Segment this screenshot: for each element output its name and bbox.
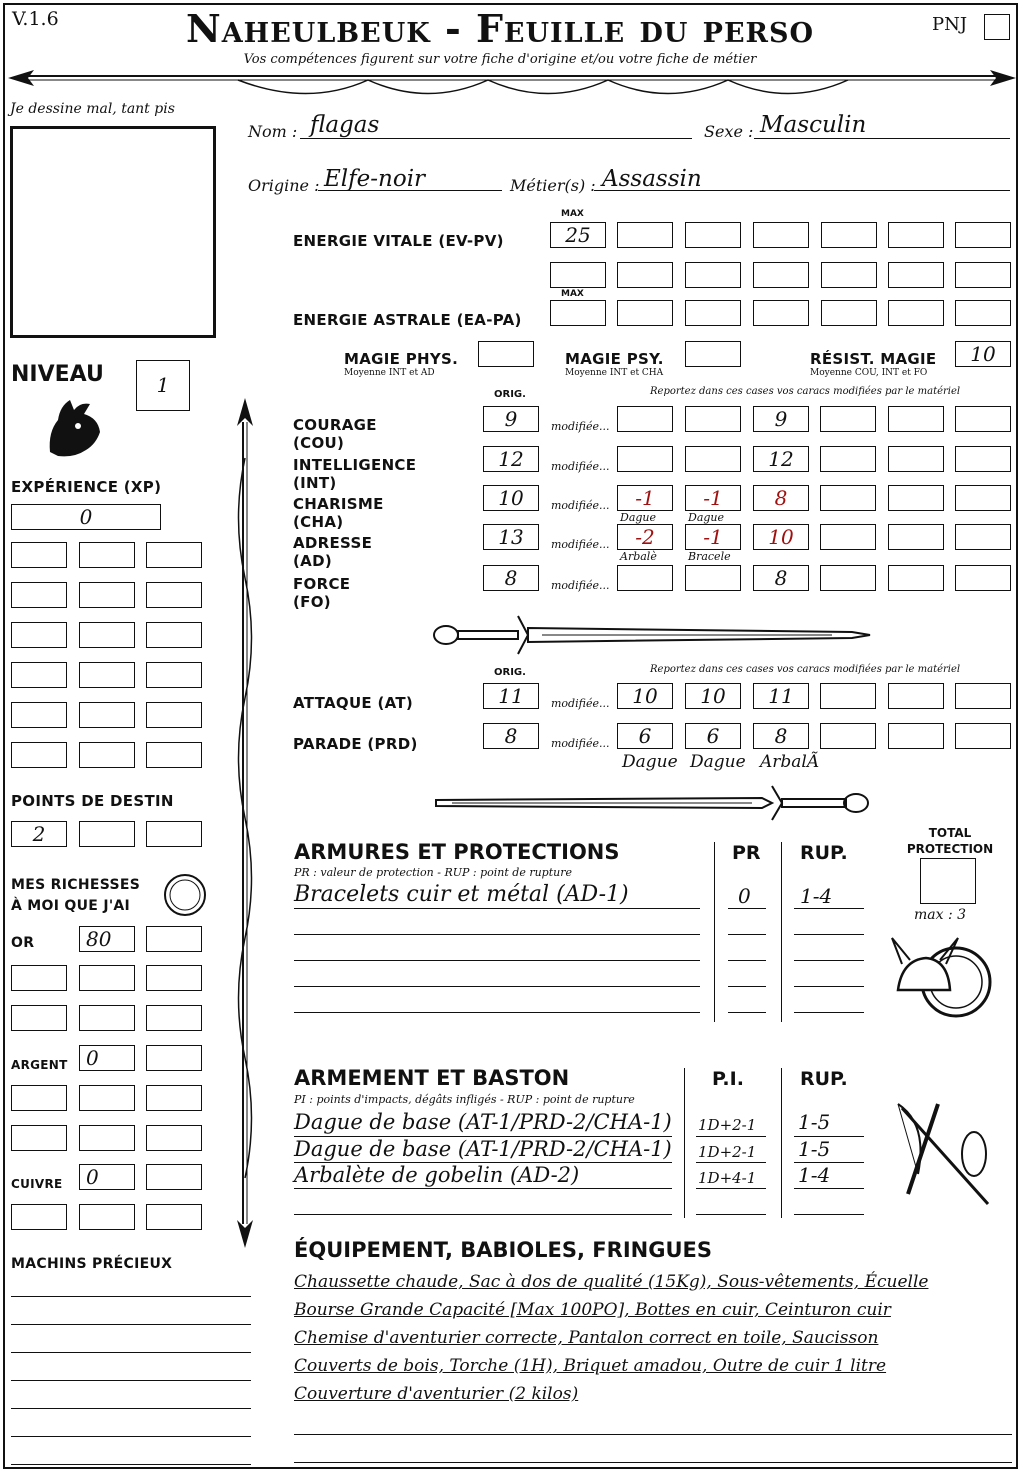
armures-sub: PR : valeur de protection - RUP : point de rupture xyxy=(294,866,572,879)
magie-psy-sub: Moyenne INT et CHA xyxy=(565,368,664,378)
metier-value[interactable]: Assassin xyxy=(602,166,702,192)
pnj-checkbox[interactable] xyxy=(984,14,1010,40)
ev-box[interactable] xyxy=(685,222,741,248)
armure-rup[interactable]: 1-4 xyxy=(800,884,833,908)
precieux-line[interactable] xyxy=(11,1352,251,1353)
carac-mod-note: Dague xyxy=(620,511,657,524)
origine-label: Origine : xyxy=(248,176,320,195)
ev-box[interactable] xyxy=(888,262,944,288)
xp-cell[interactable] xyxy=(79,742,135,768)
equipement-line[interactable]: Couverts de bois, Torche (1H), Briquet amadou, Outre de cuir 1 litre xyxy=(294,1356,887,1376)
precieux-label: MACHINS PRÉCIEUX xyxy=(11,1256,173,1272)
xp-cell[interactable] xyxy=(146,582,202,608)
sexe-value[interactable]: Masculin xyxy=(760,112,867,138)
cuivre-box[interactable] xyxy=(11,1204,67,1230)
armure-pr[interactable]: 0 xyxy=(738,884,751,908)
destin-box[interactable] xyxy=(146,821,202,847)
combat-orig-label: ORIG. xyxy=(494,667,526,678)
parade-mod-box[interactable] xyxy=(955,723,1011,749)
equipement-title: ÉQUIPEMENT, BABIOLES, FRINGUES xyxy=(294,1238,712,1262)
or-box[interactable] xyxy=(146,965,202,991)
carac-mod-box[interactable] xyxy=(685,446,741,472)
carac-mod-box[interactable] xyxy=(617,565,673,591)
ea-max-box[interactable] xyxy=(550,300,606,326)
equipement-line[interactable]: Bourse Grande Capacité [Max 100PO], Bottes en cuir, Ceinturon cuir xyxy=(294,1300,891,1320)
ev-box[interactable] xyxy=(821,222,877,248)
armure-pr-line[interactable] xyxy=(728,934,766,935)
dragon-icon xyxy=(40,392,106,462)
xp-cell[interactable] xyxy=(11,702,67,728)
carac-mod-box[interactable] xyxy=(820,485,876,511)
xp-cell[interactable] xyxy=(146,742,202,768)
resist-magie-box[interactable]: 10 xyxy=(955,341,1011,367)
or-box[interactable] xyxy=(79,1005,135,1031)
parade-orig-box[interactable]: 8 xyxy=(483,723,539,749)
xp-cell[interactable] xyxy=(146,542,202,568)
armure-pr-line[interactable] xyxy=(728,960,766,961)
armement-rup-header: RUP. xyxy=(800,1068,848,1090)
ea-box[interactable] xyxy=(955,300,1011,326)
portrait-box[interactable] xyxy=(10,126,216,338)
ea-label: ENERGIE ASTRALE (EA-PA) xyxy=(293,311,522,329)
xp-cell[interactable] xyxy=(11,582,67,608)
parade-mod-box[interactable] xyxy=(888,723,944,749)
page-title: Naheulbeuk - Feuille du perso xyxy=(186,6,814,51)
armement-pi-header: P.I. xyxy=(712,1068,744,1090)
precieux-line[interactable] xyxy=(11,1324,251,1325)
armure-pr-line[interactable] xyxy=(728,908,766,909)
richesses-label-1: MES RICHESSES xyxy=(11,877,141,893)
argent-box[interactable] xyxy=(79,1125,135,1151)
carac-mod-box[interactable] xyxy=(888,485,944,511)
ev-box[interactable] xyxy=(955,222,1011,248)
magie-psy-label: MAGIE PSY. xyxy=(565,350,664,368)
portrait-caption: Je dessine mal, tant pis xyxy=(10,101,175,117)
carac-label: CHARISME (CHA) xyxy=(293,495,384,531)
pnj-label: PNJ xyxy=(932,14,968,35)
carac-orig-box[interactable]: 9 xyxy=(483,406,539,432)
sword-icon xyxy=(432,612,872,658)
carac-mod-box[interactable] xyxy=(888,524,944,550)
ea-box[interactable] xyxy=(753,300,809,326)
precieux-line[interactable] xyxy=(11,1408,251,1409)
carac-mod-box[interactable] xyxy=(955,524,1011,550)
carac-mod-box[interactable]: -1 xyxy=(685,524,741,550)
resist-magie-sub: Moyenne COU, INT et FO xyxy=(810,368,928,378)
argent-box[interactable] xyxy=(146,1045,202,1071)
or-label: OR xyxy=(11,935,35,951)
weapon-note: Dague xyxy=(690,752,746,772)
xp-label: EXPÉRIENCE (XP) xyxy=(11,478,162,496)
armure-rup-line[interactable] xyxy=(794,934,864,935)
arme-rup[interactable]: 1-4 xyxy=(798,1163,831,1187)
armure-rup-line[interactable] xyxy=(794,1012,864,1013)
cuivre-label: CUIVRE xyxy=(11,1177,63,1191)
carac-mod-box[interactable] xyxy=(820,565,876,591)
carac-label: FORCE (FO) xyxy=(293,575,351,611)
richesses-label-2: À MOI QUE J'AI xyxy=(11,898,131,914)
arme-rup-line[interactable] xyxy=(794,1188,864,1189)
carac-mod-box[interactable] xyxy=(820,406,876,432)
carac-mod-box[interactable]: 12 xyxy=(753,446,809,472)
parade-mod-box[interactable]: 6 xyxy=(617,723,673,749)
xp-cell[interactable] xyxy=(146,702,202,728)
arme-pi-line[interactable] xyxy=(696,1162,766,1163)
arme-rup[interactable]: 1-5 xyxy=(798,1110,831,1134)
resist-magie-label: RÉSIST. MAGIE xyxy=(810,350,937,368)
armure-line[interactable] xyxy=(294,934,700,935)
carac-mod-box[interactable] xyxy=(955,446,1011,472)
ev-box[interactable] xyxy=(550,262,606,288)
destin-box[interactable] xyxy=(79,821,135,847)
armure-line[interactable] xyxy=(294,908,700,909)
ev-box[interactable] xyxy=(617,222,673,248)
armure-rup-line[interactable] xyxy=(794,908,864,909)
armement-divider xyxy=(684,1068,685,1218)
equipement-line[interactable]: Chaussette chaude, Sac à dos de qualité (15Kg), Sous-vêtements, Écuelle xyxy=(294,1272,929,1292)
arme-pi-line[interactable] xyxy=(696,1188,766,1189)
carac-mod-box[interactable] xyxy=(617,446,673,472)
ea-box[interactable] xyxy=(888,300,944,326)
carac-label: ADRESSE (AD) xyxy=(293,534,373,570)
xp-cell[interactable] xyxy=(11,742,67,768)
armures-divider xyxy=(781,842,782,1022)
xp-cell[interactable] xyxy=(146,662,202,688)
total-protection-label-1: TOTAL xyxy=(928,826,972,840)
destin-box[interactable]: 2 xyxy=(11,821,67,847)
xp-cell[interactable] xyxy=(11,622,67,648)
or-box[interactable] xyxy=(146,1005,202,1031)
carac-mod-box[interactable] xyxy=(955,485,1011,511)
argent-box[interactable] xyxy=(11,1085,67,1111)
or-box[interactable] xyxy=(146,926,202,952)
or-box[interactable] xyxy=(79,965,135,991)
weapon-note: ArbalÃ xyxy=(760,752,820,772)
carac-mod-box[interactable] xyxy=(888,565,944,591)
argent-box[interactable] xyxy=(146,1125,202,1151)
equipement-line[interactable]: Chemise d'aventurier correcte, Pantalon correct en toile, Saucisson xyxy=(294,1328,879,1348)
carac-mod-box[interactable] xyxy=(685,406,741,432)
total-protection-label-2: PROTECTION xyxy=(906,842,994,856)
equipement-line[interactable]: Couverture d'aventurier (2 kilos) xyxy=(294,1384,579,1404)
xp-cell[interactable] xyxy=(79,662,135,688)
arme-pi-line[interactable] xyxy=(696,1136,766,1137)
ev-label: ENERGIE VITALE (EV-PV) xyxy=(293,232,504,250)
magie-phys-sub: Moyenne INT et AD xyxy=(344,368,435,378)
carac-mod-box[interactable] xyxy=(888,406,944,432)
carac-modifie: modifiée... xyxy=(551,460,610,473)
xp-cell[interactable] xyxy=(146,622,202,648)
carac-mod-box[interactable] xyxy=(955,565,1011,591)
carac-modifie: modifiée... xyxy=(551,499,610,512)
carac-mod-box[interactable] xyxy=(955,406,1011,432)
arme-rup-line[interactable] xyxy=(794,1136,864,1137)
arme-line[interactable] xyxy=(294,1162,672,1163)
carac-modifie: modifiée... xyxy=(551,420,610,433)
precieux-line[interactable] xyxy=(11,1464,251,1465)
ev-box[interactable] xyxy=(753,262,809,288)
armure-rup-line[interactable] xyxy=(794,960,864,961)
armures-title: ARMURES ET PROTECTIONS xyxy=(294,840,620,864)
total-protection-box[interactable] xyxy=(920,858,976,904)
attaque-orig-box[interactable]: 11 xyxy=(483,683,539,709)
ea-box[interactable] xyxy=(685,300,741,326)
arme-rup-line[interactable] xyxy=(794,1214,864,1215)
destin-label: POINTS DE DESTIN xyxy=(11,792,174,810)
magie-phys-label: MAGIE PHYS. xyxy=(344,350,459,368)
carac-orig-box[interactable]: 8 xyxy=(483,565,539,591)
carac-mod-note: Arbalè xyxy=(620,550,657,563)
carac-orig-box[interactable]: 13 xyxy=(483,524,539,550)
carac-modifie: modifiée... xyxy=(551,538,610,551)
carac-mod-box[interactable]: -2 xyxy=(617,524,673,550)
weapons-icon xyxy=(888,1094,1000,1212)
arme-name[interactable]: Dague de base (AT-1/PRD-2/CHA-1) xyxy=(294,1110,672,1134)
armure-line[interactable] xyxy=(294,1012,700,1013)
niveau-label: NIVEAU xyxy=(11,362,104,387)
ev-box[interactable] xyxy=(753,222,809,248)
arme-line[interactable] xyxy=(294,1136,672,1137)
argent-box[interactable] xyxy=(146,1085,202,1111)
attaque-label: ATTAQUE (AT) xyxy=(293,694,414,712)
ea-max-label: MAX xyxy=(561,289,584,299)
parade-modifie: modifiée... xyxy=(551,737,610,750)
xp-cell[interactable] xyxy=(79,622,135,648)
attaque-mod-box[interactable]: 11 xyxy=(753,683,809,709)
carac-mod-box[interactable]: 9 xyxy=(753,406,809,432)
xp-cell[interactable] xyxy=(11,662,67,688)
ev-box[interactable] xyxy=(617,262,673,288)
xp-box[interactable]: 0 xyxy=(11,504,161,530)
arme-pi-line[interactable] xyxy=(696,1214,766,1215)
carac-mod-box[interactable] xyxy=(617,406,673,432)
armure-line[interactable] xyxy=(294,986,700,987)
spear-vertical-divider xyxy=(228,398,262,1248)
weapon-note: Dague xyxy=(622,752,678,772)
carac-mod-box[interactable] xyxy=(888,446,944,472)
parade-mod-box[interactable]: 6 xyxy=(685,723,741,749)
arme-line[interactable] xyxy=(294,1214,672,1215)
precieux-line[interactable] xyxy=(11,1296,251,1297)
ev-box[interactable] xyxy=(955,262,1011,288)
combat-report-note: Reportez dans ces cases vos caracs modifiées par le matériel xyxy=(650,664,961,675)
magie-phys-box[interactable] xyxy=(478,341,534,367)
armures-divider xyxy=(714,842,715,1022)
cuivre-box[interactable]: 0 xyxy=(79,1164,135,1190)
nom-label: Nom : xyxy=(248,122,298,141)
parade-mod-box[interactable] xyxy=(820,723,876,749)
carac-mod-box[interactable]: -1 xyxy=(617,485,673,511)
attaque-mod-box[interactable] xyxy=(888,683,944,709)
cuivre-box[interactable] xyxy=(79,1204,135,1230)
carac-mod-box[interactable]: -1 xyxy=(685,485,741,511)
carac-mod-box[interactable] xyxy=(820,524,876,550)
arme-rup[interactable]: 1-5 xyxy=(798,1137,831,1161)
carac-orig-box[interactable]: 10 xyxy=(483,485,539,511)
nom-line xyxy=(300,138,692,139)
equipement-blank-line[interactable] xyxy=(294,1462,1012,1463)
carac-orig-box[interactable]: 12 xyxy=(483,446,539,472)
metier-label: Métier(s) : xyxy=(510,176,596,195)
argent-box[interactable]: 0 xyxy=(79,1045,135,1071)
armures-rup-header: RUP. xyxy=(800,842,848,864)
carac-mod-note: Bracele xyxy=(688,550,731,563)
ev-max-label: MAX xyxy=(561,209,584,219)
armures-pr-header: PR xyxy=(732,842,761,864)
helmet-shield-icon xyxy=(888,930,1000,1030)
armement-title: ARMEMENT ET BASTON xyxy=(294,1066,570,1090)
precieux-line[interactable] xyxy=(11,1380,251,1381)
arme-name[interactable]: Dague de base (AT-1/PRD-2/CHA-1) xyxy=(294,1137,672,1161)
xp-cell[interactable] xyxy=(11,542,67,568)
armure-pr-line[interactable] xyxy=(728,1012,766,1013)
carac-mod-box[interactable]: 10 xyxy=(753,524,809,550)
or-box[interactable]: 80 xyxy=(79,926,135,952)
xp-cell[interactable] xyxy=(79,702,135,728)
attaque-mod-box[interactable] xyxy=(820,683,876,709)
carac-mod-box[interactable] xyxy=(820,446,876,472)
carac-mod-box[interactable]: 8 xyxy=(753,485,809,511)
arme-name[interactable]: Arbalète de gobelin (AD-2) xyxy=(294,1163,580,1187)
sword-icon xyxy=(432,780,872,826)
sexe-line xyxy=(754,138,1010,139)
cuivre-box[interactable] xyxy=(146,1204,202,1230)
armure-pr-line[interactable] xyxy=(728,986,766,987)
or-box[interactable] xyxy=(11,1005,67,1031)
ev-max-box[interactable]: 25 xyxy=(550,222,606,248)
carac-mod-box[interactable] xyxy=(685,565,741,591)
magie-psy-box[interactable] xyxy=(685,341,741,367)
attaque-modifie: modifiée... xyxy=(551,697,610,710)
cuivre-box[interactable] xyxy=(146,1164,202,1190)
equipement-blank-line[interactable] xyxy=(294,1434,1012,1435)
sexe-label: Sexe : xyxy=(704,122,754,141)
arme-pi[interactable]: 1D+2-1 xyxy=(698,1116,757,1134)
attaque-mod-box[interactable] xyxy=(955,683,1011,709)
carac-mod-note: Dague xyxy=(688,511,725,524)
coin-icon xyxy=(162,872,208,918)
carac-mod-box[interactable]: 8 xyxy=(753,565,809,591)
argent-label: ARGENT xyxy=(11,1058,68,1072)
ev-box[interactable] xyxy=(888,222,944,248)
attaque-mod-box[interactable]: 10 xyxy=(617,683,673,709)
precieux-line[interactable] xyxy=(11,1436,251,1437)
armement-sub: PI : points d'impacts, dégâts infligés - RUP : point de rupture xyxy=(294,1093,635,1106)
xp-cell[interactable] xyxy=(79,582,135,608)
armure-rup-line[interactable] xyxy=(794,986,864,987)
armement-divider xyxy=(781,1068,782,1218)
argent-box[interactable] xyxy=(79,1085,135,1111)
version-label: V.1.6 xyxy=(12,8,59,30)
carac-label: INTELLIGENCE (INT) xyxy=(293,456,417,492)
parade-label: PARADE (PRD) xyxy=(293,735,418,753)
attaque-mod-box[interactable]: 10 xyxy=(685,683,741,709)
arme-line[interactable] xyxy=(294,1188,672,1189)
nom-value[interactable]: flagas xyxy=(310,112,380,138)
origine-value[interactable]: Elfe-noir xyxy=(324,166,426,192)
ea-box[interactable] xyxy=(821,300,877,326)
orig-label: ORIG. xyxy=(494,389,526,400)
carac-label: COURAGE (COU) xyxy=(293,416,377,452)
total-protection-max: max : 3 xyxy=(914,907,967,923)
arme-pi[interactable]: 1D+4-1 xyxy=(698,1169,757,1187)
niveau-box[interactable]: 1 xyxy=(136,360,190,411)
page-subtitle: Vos compétences figurent sur votre fiche d'origine et/ou votre fiche de métier xyxy=(243,52,757,67)
or-box[interactable] xyxy=(11,965,67,991)
armure-name[interactable]: Bracelets cuir et métal (AD-1) xyxy=(294,882,629,907)
ea-box[interactable] xyxy=(617,300,673,326)
caracs-report-note: Reportez dans ces cases vos caracs modifiées par le matériel xyxy=(650,386,961,397)
argent-box[interactable] xyxy=(11,1125,67,1151)
arme-rup-line[interactable] xyxy=(794,1162,864,1163)
ev-box[interactable] xyxy=(685,262,741,288)
carac-modifie: modifiée... xyxy=(551,579,610,592)
arme-pi[interactable]: 1D+2-1 xyxy=(698,1143,757,1161)
ev-box[interactable] xyxy=(821,262,877,288)
xp-cell[interactable] xyxy=(79,542,135,568)
armure-line[interactable] xyxy=(294,960,700,961)
parade-mod-box[interactable]: 8 xyxy=(753,723,809,749)
